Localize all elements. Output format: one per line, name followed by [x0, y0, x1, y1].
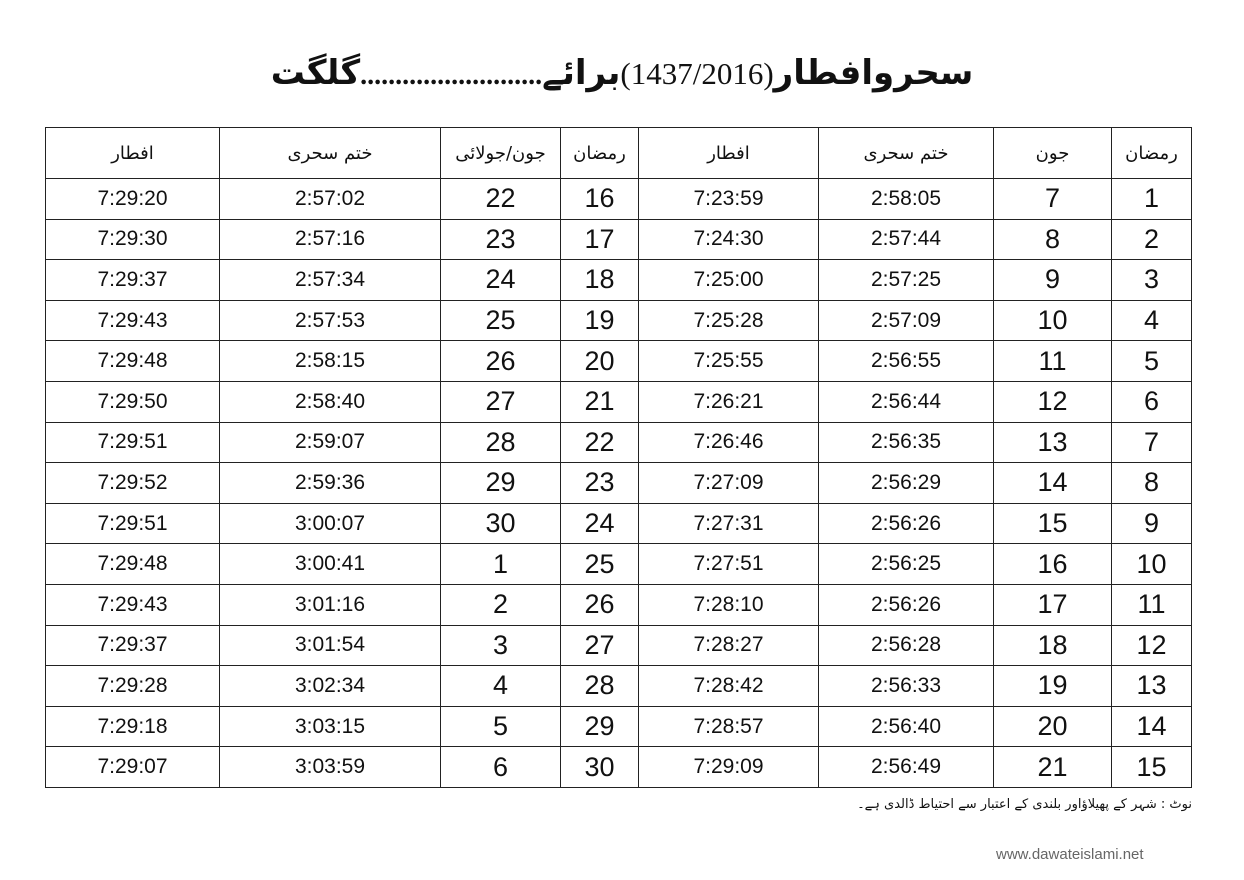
cell-sehri-end-1: 2:56:26 — [819, 584, 994, 625]
cell-ramadan-day-1: 12 — [1112, 625, 1192, 666]
header-iftar-1: افطار — [639, 128, 819, 179]
cell-iftar-2: 7:29:48 — [46, 544, 220, 585]
cell-june-day: 20 — [994, 706, 1112, 747]
title-sehr-iftar: سحروافطار — [773, 53, 974, 93]
cell-iftar-2: 7:29:30 — [46, 219, 220, 260]
cell-june-day: 18 — [994, 625, 1112, 666]
title-dots: .......................... — [360, 60, 543, 91]
table-row — [46, 666, 1192, 707]
cell-ramadan-day-1: 1 — [1112, 179, 1192, 220]
header-june: جون — [994, 128, 1112, 179]
cell-sehri-end-2: 2:57:53 — [220, 300, 441, 341]
cell-sehri-end-1: 2:56:55 — [819, 341, 994, 382]
cell-sehri-end-1: 2:56:44 — [819, 381, 994, 422]
cell-iftar-2: 7:29:51 — [46, 422, 220, 463]
cell-ramadan-day-1: 13 — [1112, 666, 1192, 707]
cell-sehri-end-1: 2:56:35 — [819, 422, 994, 463]
title-year: (1437/2016) — [620, 56, 774, 91]
table-row — [46, 584, 1192, 625]
table-row — [46, 706, 1192, 747]
cell-ramadan-day-2: 20 — [561, 341, 639, 382]
cell-ramadan-day-1: 8 — [1112, 463, 1192, 504]
cell-ramadan-day-1: 7 — [1112, 422, 1192, 463]
cell-iftar-2: 7:29:43 — [46, 584, 220, 625]
cell-ramadan-day-2: 24 — [561, 503, 639, 544]
cell-june-july-day: 6 — [441, 747, 561, 788]
table-row — [46, 463, 1192, 504]
cell-sehri-end-2: 2:59:07 — [220, 422, 441, 463]
cell-june-july-day: 5 — [441, 706, 561, 747]
cell-june-day: 15 — [994, 503, 1112, 544]
cell-june-day: 17 — [994, 584, 1112, 625]
cell-iftar-1: 7:28:10 — [639, 584, 819, 625]
cell-june-july-day: 26 — [441, 341, 561, 382]
cell-june-day: 11 — [994, 341, 1112, 382]
cell-sehri-end-1: 2:58:05 — [819, 179, 994, 220]
cell-june-july-day: 28 — [441, 422, 561, 463]
cell-sehri-end-1: 2:57:25 — [819, 260, 994, 301]
cell-sehri-end-1: 2:56:49 — [819, 747, 994, 788]
cell-iftar-2: 7:29:50 — [46, 381, 220, 422]
cell-sehri-end-2: 2:57:16 — [220, 219, 441, 260]
cell-ramadan-day-1: 5 — [1112, 341, 1192, 382]
cell-ramadan-day-1: 15 — [1112, 747, 1192, 788]
footnote: نوٹ : شہر کے پھیلاؤاور بلندی کے اعتبار سے احتیاط ڈالدی ہے۔ — [857, 797, 1192, 812]
title-baraye: برائے — [542, 53, 621, 93]
cell-sehri-end-1: 2:57:44 — [819, 219, 994, 260]
cell-iftar-2: 7:29:20 — [46, 179, 220, 220]
cell-iftar-1: 7:27:51 — [639, 544, 819, 585]
cell-sehri-end-2: 2:58:15 — [220, 341, 441, 382]
table-row — [46, 179, 1192, 220]
cell-sehri-end-2: 2:59:36 — [220, 463, 441, 504]
cell-june-day: 16 — [994, 544, 1112, 585]
website-link[interactable]: www.dawateislami.net — [996, 846, 1144, 863]
cell-sehri-end-2: 3:00:41 — [220, 544, 441, 585]
header-sehri-end-2: ختم سحری — [220, 128, 441, 179]
cell-ramadan-day-2: 23 — [561, 463, 639, 504]
cell-sehri-end-2: 3:00:07 — [220, 503, 441, 544]
cell-iftar-2: 7:29:48 — [46, 341, 220, 382]
cell-sehri-end-2: 3:03:59 — [220, 747, 441, 788]
header-row — [46, 128, 1192, 179]
cell-iftar-1: 7:26:46 — [639, 422, 819, 463]
header-ramadan-2: رمضان — [561, 128, 639, 179]
cell-sehri-end-1: 2:56:26 — [819, 503, 994, 544]
table-row — [46, 341, 1192, 382]
table-row — [46, 381, 1192, 422]
cell-iftar-2: 7:29:51 — [46, 503, 220, 544]
cell-june-day: 13 — [994, 422, 1112, 463]
cell-june-july-day: 3 — [441, 625, 561, 666]
cell-ramadan-day-2: 22 — [561, 422, 639, 463]
cell-june-july-day: 4 — [441, 666, 561, 707]
cell-sehri-end-1: 2:57:09 — [819, 300, 994, 341]
cell-june-july-day: 30 — [441, 503, 561, 544]
cell-ramadan-day-1: 11 — [1112, 584, 1192, 625]
cell-iftar-2: 7:29:37 — [46, 625, 220, 666]
cell-june-day: 9 — [994, 260, 1112, 301]
cell-ramadan-day-1: 4 — [1112, 300, 1192, 341]
cell-ramadan-day-1: 6 — [1112, 381, 1192, 422]
cell-iftar-1: 7:28:42 — [639, 666, 819, 707]
cell-ramadan-day-1: 2 — [1112, 219, 1192, 260]
cell-june-day: 8 — [994, 219, 1112, 260]
cell-ramadan-day-2: 26 — [561, 584, 639, 625]
cell-sehri-end-1: 2:56:28 — [819, 625, 994, 666]
cell-june-july-day: 1 — [441, 544, 561, 585]
cell-june-day: 21 — [994, 747, 1112, 788]
header-sehri-end-1: ختم سحری — [819, 128, 994, 179]
cell-sehri-end-2: 2:57:02 — [220, 179, 441, 220]
cell-iftar-1: 7:28:57 — [639, 706, 819, 747]
cell-ramadan-day-2: 28 — [561, 666, 639, 707]
cell-sehri-end-1: 2:56:33 — [819, 666, 994, 707]
cell-june-day: 14 — [994, 463, 1112, 504]
cell-sehri-end-2: 3:01:16 — [220, 584, 441, 625]
cell-sehri-end-1: 2:56:40 — [819, 706, 994, 747]
cell-iftar-1: 7:28:27 — [639, 625, 819, 666]
table-row — [46, 625, 1192, 666]
cell-ramadan-day-2: 18 — [561, 260, 639, 301]
cell-june-day: 10 — [994, 300, 1112, 341]
cell-sehri-end-2: 2:57:34 — [220, 260, 441, 301]
cell-june-july-day: 23 — [441, 219, 561, 260]
table-row — [46, 747, 1192, 788]
cell-ramadan-day-2: 17 — [561, 219, 639, 260]
cell-ramadan-day-2: 16 — [561, 179, 639, 220]
cell-iftar-1: 7:25:55 — [639, 341, 819, 382]
header-ramadan-1: رمضان — [1112, 128, 1192, 179]
header-iftar-2: افطار — [46, 128, 220, 179]
cell-iftar-2: 7:29:43 — [46, 300, 220, 341]
cell-ramadan-day-1: 3 — [1112, 260, 1192, 301]
cell-iftar-1: 7:27:31 — [639, 503, 819, 544]
cell-ramadan-day-1: 14 — [1112, 706, 1192, 747]
table-row — [46, 260, 1192, 301]
cell-ramadan-day-1: 10 — [1112, 544, 1192, 585]
cell-sehri-end-2: 2:58:40 — [220, 381, 441, 422]
cell-iftar-2: 7:29:37 — [46, 260, 220, 301]
cell-june-day: 7 — [994, 179, 1112, 220]
cell-june-july-day: 25 — [441, 300, 561, 341]
cell-iftar-2: 7:29:07 — [46, 747, 220, 788]
cell-iftar-1: 7:23:59 — [639, 179, 819, 220]
header-june-july: جون/جولائی — [441, 128, 561, 179]
cell-june-july-day: 27 — [441, 381, 561, 422]
cell-ramadan-day-1: 9 — [1112, 503, 1192, 544]
page-title — [0, 52, 1244, 93]
cell-ramadan-day-2: 21 — [561, 381, 639, 422]
cell-iftar-2: 7:29:52 — [46, 463, 220, 504]
table-row — [46, 300, 1192, 341]
cell-iftar-1: 7:26:21 — [639, 381, 819, 422]
cell-june-july-day: 24 — [441, 260, 561, 301]
table-row — [46, 422, 1192, 463]
cell-iftar-1: 7:24:30 — [639, 219, 819, 260]
cell-iftar-1: 7:27:09 — [639, 463, 819, 504]
cell-ramadan-day-2: 25 — [561, 544, 639, 585]
cell-sehri-end-2: 3:02:34 — [220, 666, 441, 707]
cell-iftar-1: 7:25:00 — [639, 260, 819, 301]
timetable — [45, 127, 1192, 788]
cell-june-july-day: 22 — [441, 179, 561, 220]
cell-sehri-end-2: 3:01:54 — [220, 625, 441, 666]
cell-iftar-2: 7:29:28 — [46, 666, 220, 707]
cell-june-day: 12 — [994, 381, 1112, 422]
cell-iftar-1: 7:29:09 — [639, 747, 819, 788]
cell-ramadan-day-2: 19 — [561, 300, 639, 341]
title-city: گلگت — [270, 53, 361, 93]
cell-june-day: 19 — [994, 666, 1112, 707]
cell-iftar-1: 7:25:28 — [639, 300, 819, 341]
cell-june-july-day: 29 — [441, 463, 561, 504]
table-row — [46, 544, 1192, 585]
cell-ramadan-day-2: 29 — [561, 706, 639, 747]
cell-ramadan-day-2: 30 — [561, 747, 639, 788]
cell-iftar-2: 7:29:18 — [46, 706, 220, 747]
cell-june-july-day: 2 — [441, 584, 561, 625]
table-row — [46, 503, 1192, 544]
cell-sehri-end-1: 2:56:25 — [819, 544, 994, 585]
table-row — [46, 219, 1192, 260]
cell-sehri-end-1: 2:56:29 — [819, 463, 994, 504]
cell-sehri-end-2: 3:03:15 — [220, 706, 441, 747]
cell-ramadan-day-2: 27 — [561, 625, 639, 666]
